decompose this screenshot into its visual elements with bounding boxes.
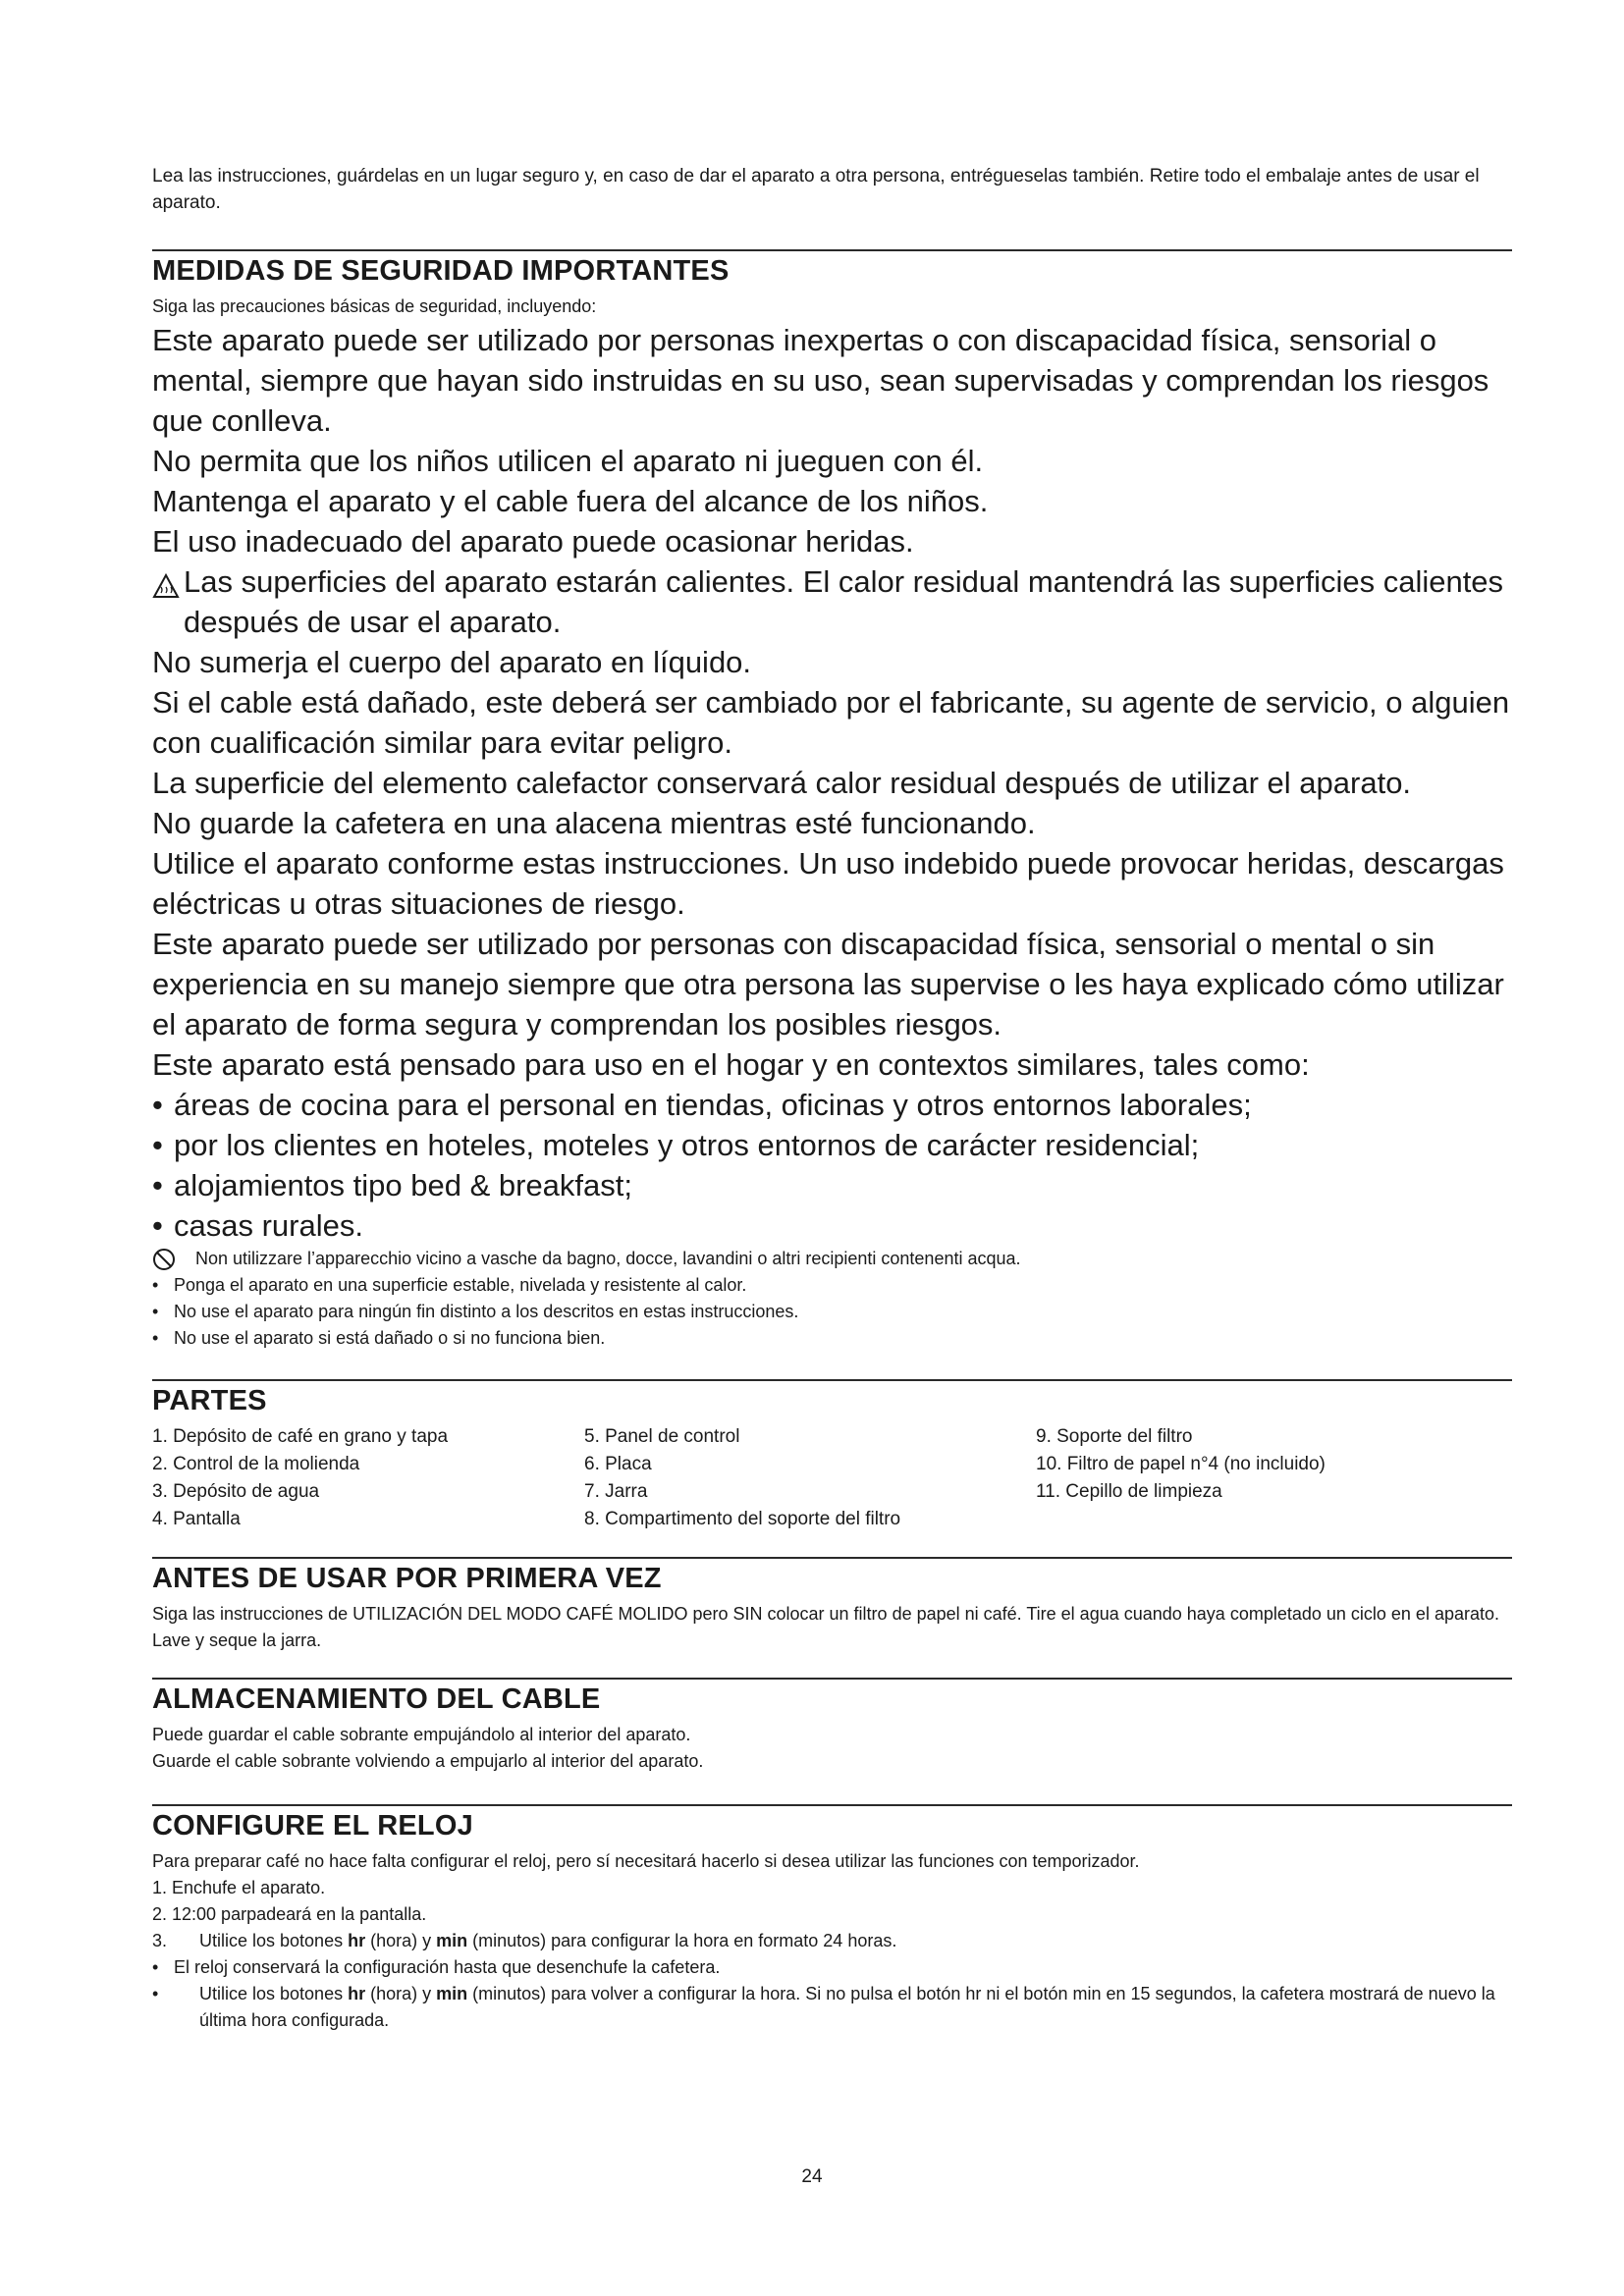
use-context-bullet: • áreas de cocina para el personal en tiendas, oficinas y otros entornos laborales; bbox=[152, 1085, 1512, 1125]
clock-step-text: Utilice los botones bbox=[199, 1931, 349, 1950]
before-use-text: Siga las instrucciones de UTILIZACIÓN DEL MODO CAFÉ MOLIDO pero SIN colocar un filtro de papel ni café. Tire el agua cuando haya completado un ciclo en el aparato. Lave y seque la jarra. bbox=[152, 1604, 1499, 1650]
safety-section bbox=[152, 249, 1512, 1352]
part-item: 5. Panel de control bbox=[584, 1426, 740, 1447]
part-item: 11. Cepillo de limpieza bbox=[1036, 1481, 1222, 1502]
clock-bullet-text: Utilice los botones bbox=[199, 1984, 349, 2003]
use-context-bullet: • casas rurales. bbox=[152, 1205, 1512, 1246]
min-button-label: min bbox=[436, 1984, 468, 2003]
safety-paragraph: Si el cable está dañado, este deberá ser cambiado por el fabricante, su agente de servicio, o alguien con cualificación similar para evitar peligro. bbox=[152, 685, 1510, 760]
clock-bullet bbox=[152, 1981, 1512, 2034]
safety-paragraph: El uso inadecuado del aparato puede ocasionar heridas. bbox=[152, 524, 914, 559]
cable-line: Guarde el cable sobrante volviendo a empujarlo al interior del aparato. bbox=[152, 1751, 704, 1771]
safety-small-bullet: • No use el aparato si está dañado o si no funciona bien. bbox=[152, 1325, 1512, 1352]
safety-paragraph: Este aparato puede ser utilizado por personas inexpertas o con discapacidad física, sensorial o mental, siempre que hayan sido instruidas en su uso, sean supervisadas y comprendan los riesgos que conlleva. bbox=[152, 323, 1489, 438]
clock-step-number: 3. bbox=[152, 1931, 168, 1950]
min-button-label: min bbox=[436, 1931, 468, 1950]
before-use-section bbox=[152, 1557, 1512, 1654]
safety-paragraph: No permita que los niños utilicen el aparato ni jueguen con él. bbox=[152, 444, 984, 478]
parts-list bbox=[152, 1423, 1512, 1533]
part-item: 10. Filtro de papel n°4 (no incluido) bbox=[1036, 1454, 1326, 1474]
safety-paragraph: Este aparato está pensado para uso en el hogar y en contextos similares, tales como: bbox=[152, 1047, 1310, 1082]
clock-step bbox=[152, 1928, 1512, 1954]
cable-title: ALMACENAMIENTO DEL CABLE bbox=[152, 1683, 601, 1715]
no-water-icon bbox=[152, 1248, 176, 1271]
before-use-title: ANTES DE USAR POR PRIMERA VEZ bbox=[152, 1563, 662, 1594]
clock-title: CONFIGURE EL RELOJ bbox=[152, 1810, 473, 1842]
section-divider bbox=[152, 1557, 1512, 1559]
water-warning bbox=[152, 1246, 1512, 1272]
cable-section bbox=[152, 1678, 1512, 1775]
parts-column bbox=[152, 1423, 584, 1533]
safety-paragraph: Este aparato puede ser utilizado por personas con discapacidad física, sensorial o mental o sin experiencia en su manejo siempre que otra persona las supervise o les haya explicado cómo utilizar el aparato de forma segura y comprendan los posibles riesgos. bbox=[152, 927, 1504, 1041]
part-item: 4. Pantalla bbox=[152, 1509, 241, 1529]
part-item: 3. Depósito de agua bbox=[152, 1481, 320, 1502]
clock-step: 1. Enchufe el aparato. bbox=[152, 1878, 326, 1897]
page-number: 24 bbox=[801, 2166, 823, 2187]
safety-title: MEDIDAS DE SEGURIDAD IMPORTANTES bbox=[152, 255, 730, 287]
part-item: 2. Control de la molienda bbox=[152, 1454, 360, 1474]
parts-section bbox=[152, 1379, 1512, 1533]
clock-section bbox=[152, 1804, 1512, 2034]
parts-column bbox=[1036, 1423, 1512, 1533]
clock-step-text: (hora) y bbox=[365, 1931, 437, 1950]
hr-button-label: hr bbox=[348, 1931, 366, 1950]
manual-page bbox=[152, 163, 1512, 2034]
clock-intro: Para preparar café no hace falta configurar el reloj, pero sí necesitará hacerlo si desea utilizar las funciones con temporizador. bbox=[152, 1851, 1140, 1871]
part-item: 8. Compartimento del soporte del filtro bbox=[584, 1509, 901, 1529]
part-item: 7. Jarra bbox=[584, 1481, 648, 1502]
safety-small-bullet: • Ponga el aparato en una superficie estable, nivelada y resistente al calor. bbox=[152, 1272, 1512, 1299]
safety-paragraph: La superficie del elemento calefactor conservará calor residual después de utilizar el aparato. bbox=[152, 766, 1412, 800]
part-item: 6. Placa bbox=[584, 1454, 652, 1474]
safety-paragraph: No guarde la cafetera en una alacena mientras esté funcionando. bbox=[152, 806, 1036, 840]
clock-step-text: (minutos) para configurar la hora en formato 24 horas. bbox=[467, 1931, 897, 1950]
safety-subtitle: Siga las precauciones básicas de seguridad, incluyendo: bbox=[152, 296, 597, 316]
section-divider bbox=[152, 1678, 1512, 1680]
safety-small-bullet: • No use el aparato para ningún fin distinto a los descritos en estas instrucciones. bbox=[152, 1299, 1512, 1325]
cable-line: Puede guardar el cable sobrante empujándolo al interior del aparato. bbox=[152, 1725, 691, 1744]
hot-surface-warning-icon bbox=[152, 568, 180, 594]
safety-paragraph: No sumerja el cuerpo del aparato en líquido. bbox=[152, 645, 752, 679]
part-item: 1. Depósito de café en grano y tapa bbox=[152, 1426, 449, 1447]
parts-column bbox=[584, 1423, 1036, 1533]
clock-bullet-text: (minutos) para volver a configurar la hora. Si no pulsa el botón hr ni el botón min en 15 segundos, la cafetera mostrará de nuevo la última hora configurada. bbox=[199, 1984, 1495, 2030]
water-warning-text: Non utilizzare l’apparecchio vicino a vasche da bagno, docce, lavandini o altri recipienti contenenti acqua. bbox=[195, 1249, 1021, 1268]
clock-step: 2. 12:00 parpadeará en la pantalla. bbox=[152, 1904, 427, 1924]
parts-title: PARTES bbox=[152, 1385, 267, 1416]
hot-surface-warning-text: Las superficies del aparato estarán calientes. El calor residual mantendrá las superficies calientes después de usar el aparato. bbox=[184, 564, 1504, 639]
safety-paragraph: Mantenga el aparato y el cable fuera del alcance de los niños. bbox=[152, 484, 989, 518]
safety-paragraph: Utilice el aparato conforme estas instrucciones. Un uso indebido puede provocar heridas, descargas eléctricas u otras situaciones de riesgo. bbox=[152, 846, 1504, 921]
clock-bullet: • El reloj conservará la configuración hasta que desenchufe la cafetera. bbox=[152, 1954, 1512, 1981]
use-context-bullet: • alojamientos tipo bed & breakfast; bbox=[152, 1165, 1512, 1205]
section-divider bbox=[152, 1379, 1512, 1381]
section-divider bbox=[152, 249, 1512, 251]
hr-button-label: hr bbox=[348, 1984, 366, 2003]
intro-text: Lea las instrucciones, guárdelas en un lugar seguro y, en caso de dar el aparato a otra persona, entrégueselas también. Retire todo el embalaje antes de usar el aparato. bbox=[152, 166, 1480, 213]
part-item: 9. Soporte del filtro bbox=[1036, 1426, 1193, 1447]
section-divider bbox=[152, 1804, 1512, 1806]
clock-bullet-text: (hora) y bbox=[365, 1984, 437, 2003]
use-context-bullet: • por los clientes en hoteles, moteles y otros entornos de carácter residencial; bbox=[152, 1125, 1512, 1165]
hot-surface-warning bbox=[152, 561, 1512, 642]
